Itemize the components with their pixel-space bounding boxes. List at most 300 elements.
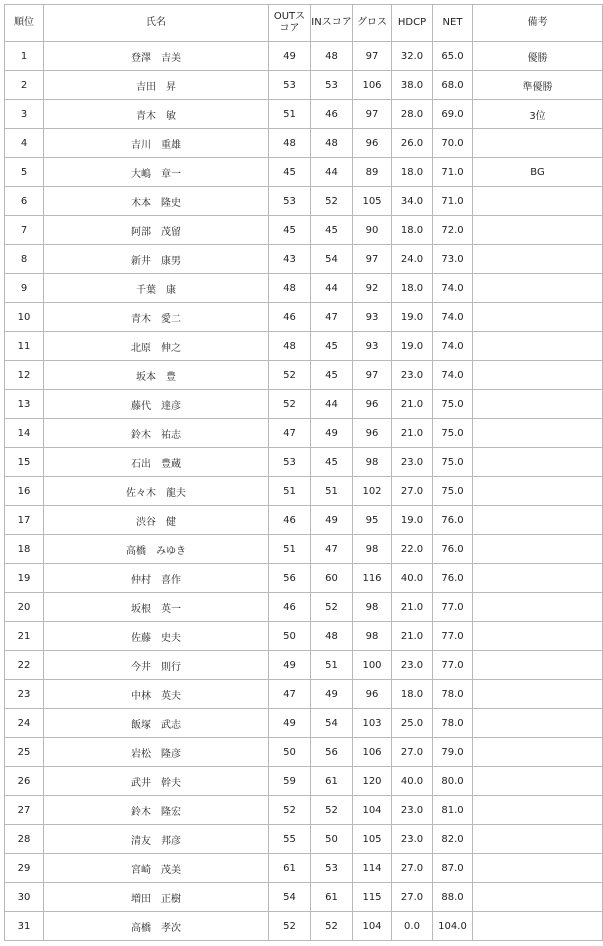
net-cell: 65.0 — [433, 42, 473, 71]
note-cell — [473, 651, 603, 680]
in-score-cell: 44 — [311, 274, 353, 303]
net-cell: 69.0 — [433, 100, 473, 129]
in-score-cell: 61 — [311, 883, 353, 912]
note-cell — [473, 767, 603, 796]
given-name: 武志 — [161, 719, 181, 731]
in-score-cell: 46 — [311, 100, 353, 129]
gross-cell: 89 — [353, 158, 392, 187]
given-name: 英一 — [161, 603, 181, 615]
hdcp-cell: 23.0 — [392, 825, 433, 854]
results-table-container — [4, 4, 602, 941]
given-name: 重雄 — [161, 139, 181, 151]
in-score-cell: 45 — [311, 448, 353, 477]
note-cell — [473, 912, 603, 941]
note-cell — [473, 593, 603, 622]
family-name: 登澤 — [131, 52, 151, 64]
rank-cell: 23 — [5, 680, 44, 709]
note-cell: 3位 — [473, 100, 603, 129]
net-cell: 104.0 — [433, 912, 473, 941]
rank-cell: 13 — [5, 390, 44, 419]
header-gross: グロス — [353, 5, 392, 42]
name-cell — [44, 680, 269, 709]
out-score-cell: 53 — [269, 71, 311, 100]
gross-cell: 98 — [353, 448, 392, 477]
table-row — [5, 593, 603, 622]
family-name: 岩松 — [131, 748, 151, 760]
note-cell — [473, 477, 603, 506]
net-cell: 76.0 — [433, 564, 473, 593]
net-cell: 75.0 — [433, 448, 473, 477]
in-score-cell: 49 — [311, 506, 353, 535]
out-score-cell: 49 — [269, 42, 311, 71]
family-name: 青木 — [136, 110, 156, 122]
gross-cell: 97 — [353, 42, 392, 71]
name-cell — [44, 622, 269, 651]
note-cell — [473, 564, 603, 593]
family-name: 鈴木 — [131, 806, 151, 818]
header-row — [5, 5, 603, 42]
hdcp-cell: 27.0 — [392, 738, 433, 767]
net-cell: 81.0 — [433, 796, 473, 825]
gross-cell: 106 — [353, 738, 392, 767]
note-cell — [473, 419, 603, 448]
table-row — [5, 187, 603, 216]
family-name: 今井 — [131, 661, 151, 673]
gross-cell: 92 — [353, 274, 392, 303]
given-name: 敏 — [166, 110, 176, 122]
rank-cell: 1 — [5, 42, 44, 71]
in-score-cell: 51 — [311, 651, 353, 680]
table-row — [5, 42, 603, 71]
header-hdcp: HDCP — [392, 5, 433, 42]
name-cell — [44, 42, 269, 71]
name-cell — [44, 535, 269, 564]
gross-cell: 120 — [353, 767, 392, 796]
net-cell: 70.0 — [433, 129, 473, 158]
out-score-cell: 48 — [269, 129, 311, 158]
family-name: 坂本 — [136, 371, 156, 383]
gross-cell: 96 — [353, 129, 392, 158]
note-cell: BG — [473, 158, 603, 187]
net-cell: 78.0 — [433, 680, 473, 709]
net-cell: 74.0 — [433, 361, 473, 390]
table-row — [5, 796, 603, 825]
net-cell: 82.0 — [433, 825, 473, 854]
in-score-cell: 53 — [311, 854, 353, 883]
net-cell: 87.0 — [433, 854, 473, 883]
out-score-cell: 50 — [269, 622, 311, 651]
results-table — [4, 4, 603, 941]
note-cell — [473, 680, 603, 709]
table-row — [5, 216, 603, 245]
rank-cell: 7 — [5, 216, 44, 245]
gross-cell: 102 — [353, 477, 392, 506]
table-row — [5, 448, 603, 477]
given-name: 喜作 — [161, 574, 181, 586]
net-cell: 75.0 — [433, 477, 473, 506]
rank-cell: 16 — [5, 477, 44, 506]
name-cell — [44, 564, 269, 593]
table-row — [5, 71, 603, 100]
rank-cell: 29 — [5, 854, 44, 883]
net-cell: 75.0 — [433, 419, 473, 448]
table-row — [5, 883, 603, 912]
net-cell: 74.0 — [433, 332, 473, 361]
gross-cell: 97 — [353, 361, 392, 390]
family-name: 木本 — [131, 197, 151, 209]
given-name: 史夫 — [161, 632, 181, 644]
name-cell — [44, 448, 269, 477]
table-row — [5, 506, 603, 535]
table-row — [5, 564, 603, 593]
table-row — [5, 680, 603, 709]
table-row — [5, 129, 603, 158]
in-score-cell: 48 — [311, 129, 353, 158]
hdcp-cell: 0.0 — [392, 912, 433, 941]
hdcp-cell: 25.0 — [392, 709, 433, 738]
gross-cell: 96 — [353, 390, 392, 419]
net-cell: 73.0 — [433, 245, 473, 274]
name-cell — [44, 216, 269, 245]
out-score-cell: 51 — [269, 477, 311, 506]
out-score-cell: 54 — [269, 883, 311, 912]
name-cell — [44, 825, 269, 854]
hdcp-cell: 19.0 — [392, 303, 433, 332]
in-score-cell: 60 — [311, 564, 353, 593]
rank-cell: 5 — [5, 158, 44, 187]
gross-cell: 105 — [353, 187, 392, 216]
rank-cell: 11 — [5, 332, 44, 361]
hdcp-cell: 27.0 — [392, 854, 433, 883]
name-cell — [44, 129, 269, 158]
header-net: NET — [433, 5, 473, 42]
name-cell — [44, 390, 269, 419]
header-out-score: OUTスコア — [269, 5, 311, 42]
hdcp-cell: 19.0 — [392, 332, 433, 361]
net-cell: 80.0 — [433, 767, 473, 796]
out-score-cell: 46 — [269, 506, 311, 535]
in-score-cell: 47 — [311, 535, 353, 564]
hdcp-cell: 26.0 — [392, 129, 433, 158]
note-cell — [473, 622, 603, 651]
rank-cell: 6 — [5, 187, 44, 216]
rank-cell: 17 — [5, 506, 44, 535]
gross-cell: 98 — [353, 535, 392, 564]
given-name: 伸之 — [161, 342, 181, 354]
family-name: 仲村 — [131, 574, 151, 586]
net-cell: 88.0 — [433, 883, 473, 912]
note-cell — [473, 361, 603, 390]
hdcp-cell: 23.0 — [392, 448, 433, 477]
table-row — [5, 390, 603, 419]
family-name: 青木 — [131, 313, 151, 325]
in-score-cell: 49 — [311, 680, 353, 709]
header-note: 備考 — [473, 5, 603, 42]
note-cell — [473, 854, 603, 883]
name-cell — [44, 274, 269, 303]
out-score-cell: 49 — [269, 651, 311, 680]
hdcp-cell: 40.0 — [392, 564, 433, 593]
rank-cell: 19 — [5, 564, 44, 593]
net-cell: 74.0 — [433, 274, 473, 303]
net-cell: 78.0 — [433, 709, 473, 738]
out-score-cell: 46 — [269, 303, 311, 332]
hdcp-cell: 32.0 — [392, 42, 433, 71]
hdcp-cell: 21.0 — [392, 622, 433, 651]
name-cell — [44, 883, 269, 912]
note-cell — [473, 274, 603, 303]
name-cell — [44, 100, 269, 129]
hdcp-cell: 23.0 — [392, 796, 433, 825]
out-score-cell: 45 — [269, 216, 311, 245]
table-row — [5, 158, 603, 187]
given-name: 隆史 — [161, 197, 181, 209]
name-cell — [44, 332, 269, 361]
given-name: 則行 — [161, 661, 181, 673]
in-score-cell: 61 — [311, 767, 353, 796]
given-name: 康 — [166, 284, 176, 296]
given-name: 祐志 — [161, 429, 181, 441]
in-score-cell: 45 — [311, 361, 353, 390]
given-name: みゆき — [156, 545, 186, 557]
header-rank: 順位 — [5, 5, 44, 42]
gross-cell: 98 — [353, 622, 392, 651]
gross-cell: 106 — [353, 71, 392, 100]
hdcp-cell: 23.0 — [392, 651, 433, 680]
rank-cell: 4 — [5, 129, 44, 158]
hdcp-cell: 19.0 — [392, 506, 433, 535]
given-name: 孝次 — [161, 922, 181, 934]
table-row — [5, 709, 603, 738]
net-cell: 71.0 — [433, 158, 473, 187]
note-cell — [473, 883, 603, 912]
header-in-score: INスコア — [311, 5, 353, 42]
out-score-cell: 47 — [269, 680, 311, 709]
family-name: 佐々木 — [126, 487, 156, 499]
in-score-cell: 49 — [311, 419, 353, 448]
out-score-cell: 51 — [269, 535, 311, 564]
rank-cell: 2 — [5, 71, 44, 100]
rank-cell: 3 — [5, 100, 44, 129]
gross-cell: 97 — [353, 100, 392, 129]
gross-cell: 95 — [353, 506, 392, 535]
table-row — [5, 767, 603, 796]
name-cell — [44, 651, 269, 680]
name-cell — [44, 303, 269, 332]
rank-cell: 10 — [5, 303, 44, 332]
name-cell — [44, 854, 269, 883]
table-row — [5, 738, 603, 767]
name-cell — [44, 187, 269, 216]
out-score-cell: 61 — [269, 854, 311, 883]
out-score-cell: 56 — [269, 564, 311, 593]
note-cell — [473, 709, 603, 738]
given-name: 昇 — [166, 81, 176, 93]
rank-cell: 28 — [5, 825, 44, 854]
name-cell — [44, 71, 269, 100]
table-row — [5, 477, 603, 506]
table-row — [5, 622, 603, 651]
rank-cell: 30 — [5, 883, 44, 912]
name-cell — [44, 738, 269, 767]
out-score-cell: 53 — [269, 187, 311, 216]
out-score-cell: 46 — [269, 593, 311, 622]
net-cell: 75.0 — [433, 390, 473, 419]
gross-cell: 104 — [353, 912, 392, 941]
family-name: 清友 — [131, 835, 151, 847]
family-name: 坂根 — [131, 603, 151, 615]
in-score-cell: 56 — [311, 738, 353, 767]
rank-cell: 12 — [5, 361, 44, 390]
out-score-cell: 52 — [269, 912, 311, 941]
note-cell — [473, 303, 603, 332]
given-name: 隆彦 — [161, 748, 181, 760]
hdcp-cell: 18.0 — [392, 680, 433, 709]
table-row — [5, 361, 603, 390]
rank-cell: 14 — [5, 419, 44, 448]
out-score-cell: 49 — [269, 709, 311, 738]
out-score-cell: 52 — [269, 361, 311, 390]
out-score-cell: 43 — [269, 245, 311, 274]
out-score-cell: 55 — [269, 825, 311, 854]
out-score-cell: 52 — [269, 796, 311, 825]
hdcp-cell: 34.0 — [392, 187, 433, 216]
rank-cell: 8 — [5, 245, 44, 274]
name-cell — [44, 245, 269, 274]
note-cell — [473, 506, 603, 535]
given-name: 健 — [166, 516, 176, 528]
family-name: 高橋 — [126, 545, 146, 557]
note-cell — [473, 390, 603, 419]
hdcp-cell: 27.0 — [392, 883, 433, 912]
gross-cell: 116 — [353, 564, 392, 593]
gross-cell: 100 — [353, 651, 392, 680]
given-name: 達彦 — [161, 400, 181, 412]
name-cell — [44, 477, 269, 506]
out-score-cell: 50 — [269, 738, 311, 767]
family-name: 佐藤 — [131, 632, 151, 644]
table-row — [5, 912, 603, 941]
family-name: 大嶋 — [131, 168, 151, 180]
family-name: 藤代 — [131, 400, 151, 412]
gross-cell: 103 — [353, 709, 392, 738]
name-cell — [44, 912, 269, 941]
out-score-cell: 48 — [269, 274, 311, 303]
name-cell — [44, 361, 269, 390]
given-name: 幹夫 — [161, 777, 181, 789]
given-name: 正樹 — [161, 893, 181, 905]
hdcp-cell: 21.0 — [392, 593, 433, 622]
hdcp-cell: 18.0 — [392, 158, 433, 187]
rank-cell: 22 — [5, 651, 44, 680]
name-cell — [44, 158, 269, 187]
gross-cell: 98 — [353, 593, 392, 622]
family-name: 増田 — [131, 893, 151, 905]
gross-cell: 96 — [353, 419, 392, 448]
in-score-cell: 54 — [311, 709, 353, 738]
family-name: 鈴木 — [131, 429, 151, 441]
given-name: 章一 — [161, 168, 181, 180]
note-cell — [473, 738, 603, 767]
given-name: 龍夫 — [166, 487, 186, 499]
table-header — [5, 5, 603, 42]
hdcp-cell: 27.0 — [392, 477, 433, 506]
out-score-cell: 53 — [269, 448, 311, 477]
hdcp-cell: 24.0 — [392, 245, 433, 274]
in-score-cell: 53 — [311, 71, 353, 100]
family-name: 吉田 — [136, 81, 156, 93]
in-score-cell: 54 — [311, 245, 353, 274]
net-cell: 79.0 — [433, 738, 473, 767]
family-name: 阿部 — [131, 226, 151, 238]
table-row — [5, 651, 603, 680]
family-name: 千葉 — [136, 284, 156, 296]
given-name: 隆宏 — [161, 806, 181, 818]
family-name: 北原 — [131, 342, 151, 354]
note-cell — [473, 216, 603, 245]
name-cell — [44, 709, 269, 738]
gross-cell: 93 — [353, 332, 392, 361]
header-name: 氏名 — [44, 5, 269, 42]
note-cell — [473, 825, 603, 854]
rank-cell: 15 — [5, 448, 44, 477]
in-score-cell: 52 — [311, 187, 353, 216]
rank-cell: 9 — [5, 274, 44, 303]
net-cell: 71.0 — [433, 187, 473, 216]
gross-cell: 114 — [353, 854, 392, 883]
note-cell — [473, 448, 603, 477]
family-name: 飯塚 — [131, 719, 151, 731]
net-cell: 76.0 — [433, 506, 473, 535]
gross-cell: 96 — [353, 680, 392, 709]
name-cell — [44, 796, 269, 825]
in-score-cell: 52 — [311, 593, 353, 622]
table-row — [5, 332, 603, 361]
hdcp-cell: 18.0 — [392, 216, 433, 245]
note-cell: 準優勝 — [473, 71, 603, 100]
rank-cell: 18 — [5, 535, 44, 564]
in-score-cell: 52 — [311, 796, 353, 825]
note-cell — [473, 245, 603, 274]
hdcp-cell: 28.0 — [392, 100, 433, 129]
net-cell: 77.0 — [433, 622, 473, 651]
rank-cell: 21 — [5, 622, 44, 651]
hdcp-cell: 40.0 — [392, 767, 433, 796]
net-cell: 77.0 — [433, 593, 473, 622]
rank-cell: 31 — [5, 912, 44, 941]
note-cell — [473, 332, 603, 361]
family-name: 渋谷 — [136, 516, 156, 528]
net-cell: 76.0 — [433, 535, 473, 564]
hdcp-cell: 18.0 — [392, 274, 433, 303]
gross-cell: 97 — [353, 245, 392, 274]
given-name: 康男 — [161, 255, 181, 267]
hdcp-cell: 23.0 — [392, 361, 433, 390]
hdcp-cell: 22.0 — [392, 535, 433, 564]
table-row — [5, 825, 603, 854]
hdcp-cell: 21.0 — [392, 390, 433, 419]
rank-cell: 27 — [5, 796, 44, 825]
given-name: 愛二 — [161, 313, 181, 325]
out-score-cell: 59 — [269, 767, 311, 796]
family-name: 石出 — [131, 458, 151, 470]
family-name: 吉川 — [131, 139, 151, 151]
out-score-cell: 47 — [269, 419, 311, 448]
gross-cell: 104 — [353, 796, 392, 825]
table-row — [5, 854, 603, 883]
out-score-cell: 51 — [269, 100, 311, 129]
gross-cell: 105 — [353, 825, 392, 854]
